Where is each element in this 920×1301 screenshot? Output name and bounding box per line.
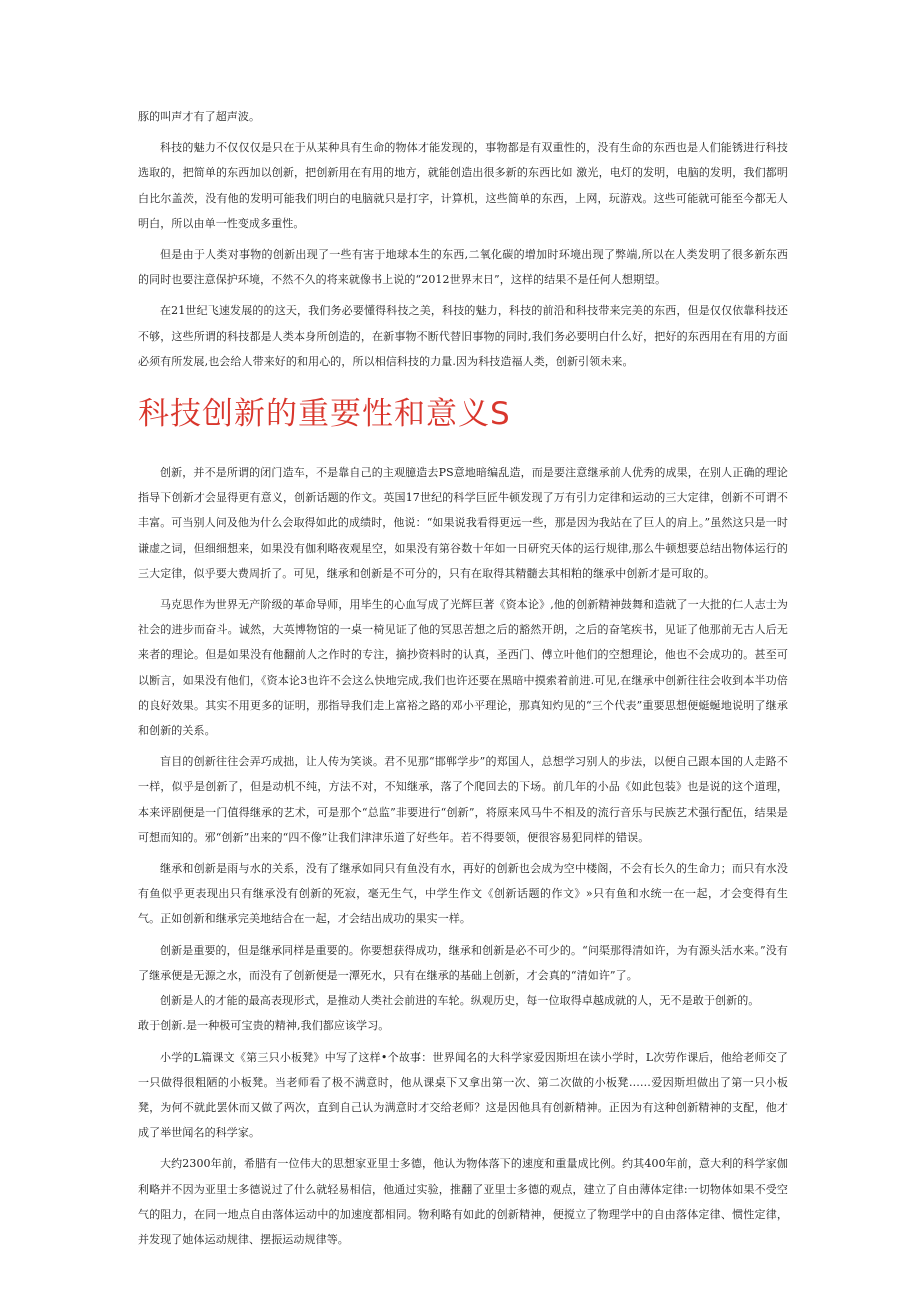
paragraph-blind-innovation: 盲目的创新往往会弄巧成拙，让人传为笑谈。君不见那“邯郸学步”的郑国人，总想学习别人的步法，以便自己跟本国的人走路不一样，似乎是创新了，但是动机不纯，方法不对，不知继承，落了个爬回去的下场。前几年的小品《如此包装》也是说的这个道理，本来评剧便是一门值得继承的艺术，可是那个“总监”非要进行“创新”，将原来风马牛不相及的流行音乐与民族艺术强行配伍，结果是可想而知的。邪“创新”出来的“四不像”让我们津津乐道了好些年。若不得要领，便很容易犯同样的错误。	[138, 755, 788, 844]
paragraph-innovation-newton: 创新，并不是所谓的闭门造车，不是靠自己的主观臆造去PS意地暗编乱造，而是要注意继承前人优秀的成果，在别人正确的理论指导下创新才会显得更有意义，创新话题的作文。英国17世纪的科学巨匠牛顿发现了万有引力定律和运动的三大定律，创新不可谓不丰富。可当别人问及他为什么会取得如此的成绩时，他说：“如果说我看得更远一些，那是因为我站在了巨人的肩上。”虽然这只是一时谦虚之词，但细细想来，如果没有伽利略夜观星空，如果没有第谷数十年如一日研究天体的运行规律,那么牛顿想要总结出物体运行的三大定律，似乎要大费周折了。可见，继承和创新是不可分的，只有在取得其精髓去其相粕的继承中创新才是可取的。	[138, 466, 788, 580]
paragraph-21st-century: 在21世纪飞速发展的的这天，我们务必要懂得科技之美，科技的魅力，科技的前沿和科技带来完美的东西，但是仅仅依靠科技还不够，这些所谓的科技都是人类本身所创造的，在新事物不断代替旧事物的同时,我们务必要明白什么好，把好的东西用在有用的方面必须有所发展,也会给人带来好的和用心的，所以相信科技的力量.因为科技造福人类，创新引领未来。	[138, 304, 788, 368]
paragraph-importance: 创新是重要的，但是继承同样是重要的。你要想获得成功，继承和创新是必不可少的。“问渠那得清如许，为有源头活水来。”没有了继承便是无源之水，而没有了创新便是一潭死水，只有在继承的基础上创新，才会真的“清如许”了。	[138, 943, 788, 982]
paragraph-marx: 马克思作为世界无产阶级的革命导师，用毕生的心血写成了光辉巨著《资本论》,他的创新精神鼓舞和造就了一大批的仁人志士为社会的进步而奋斗。诚然，大英博物馆的一桌一椅见证了他的冥思苦想之后的豁然开朗，之后的奋笔疾书，见证了他那前无古人后无来者的理论。但是如果没有他翻前人之作时的专注，摘抄资料时的认真，圣西门、傅立叶他们的空想理论，他也不会成功的。甚至可以断言，如果没有他们，《资本论3也许不会这么快地完成,我们也许还要在黑暗中摸索着前进.可见,在继承中创新往往会收到本半功倍的良好效果。其实不用更多的证明，那指导我们走上富裕之路的邓小平理论，那真知灼见的“三个代表”重要思想便蜓蜒地说明了继承和创新的关系。	[138, 598, 788, 738]
paragraph-fish-water: 继承和创新是雨与水的关系，没有了继承如同只有鱼没有水，再好的创新也会成为空中楼阁，不会有长久的生命力；而只有水没有鱼似乎更表现出只有继承没有创新的死寂，毫无生气，中学生作文《创新话题的作文》»只有鱼和水统一在一起，才会变得有生气。正如创新和继承完美地结合在一起，才会结出成功的果实一样。	[138, 862, 788, 926]
section-heading: 科技创新的重要性和意义S	[138, 396, 511, 433]
document-page	[138, 104, 788, 1258]
paragraph-intro-fragment: 豚的叫声才有了超声波。	[138, 110, 261, 123]
paragraph-dare-innovate: 敢于创新.是一种极可宝贵的精神,我们都应该学习。	[138, 1019, 390, 1033]
paragraph-highest-form: 创新是人的才能的最高表现形式，是推动人类社会前进的车轮。纵观历史，每一位取得卓越成就的人，无不是敢于创新的。	[160, 994, 760, 1008]
paragraph-einstein-stool: 小学的L篇课文《第三只小板凳》中写了这样•个故事：世界闻名的大科学家爱因斯坦在读小学时，L次劳作课后，他给老师交了一只做得很粗陋的小板凳。当老师看了极不满意时，他从课桌下又拿出第一次、第二次做的小板凳……爱因斯坦做出了第一只小板凳，为何不就此罢休而又做了两次，直到自己认为满意时才交给老师？这是因他具有创新精神。正因为有这种创新精神的支配，他才成了举世闻名的科学家。	[138, 1050, 788, 1140]
paragraph-galileo: 大约2300年前，希腊有一位伟大的思想家亚里士多德，他认为物体落下的速度和重量成比例。约其400年前，意大利的科学家伽利略并不因为亚里士多德说过了什么就轻易相信，他通过实验，推翻了亚里士多德的观点，建立了自由薄体定律:一切物体如果不受空气的阻力，在同一地点自由落体运动中的加速度都相同。物利略有如此的创新精神，便搅立了物理学中的自由落体定律、惯性定律，并发现了她体运动规律、摆振运动规律等。	[138, 1157, 788, 1246]
paragraph-environment: 但是由于人类对事物的创新出现了一些有害于地球本生的东西,二氧化碳的增加时环境出现了弊端,所以在人类发明了很多新东西的同时也要注意保护环境，不然不久的将来就像书上说的“2012世界末日”，这样的结果不是任何人想期望。	[138, 248, 788, 287]
paragraph-tech-charm: 科技的魅力不仅仅仅是只在于从某种具有生命的物体才能发现的，事物都是有双重性的，没有生命的东西也是人们能锈进行科技选取的，把简单的东西加以创新，把创新用在有用的地方，就能创造出很多新的东西比如 激光，电灯的发明，电脑的发明，我们都明白比尔盖茨，没有他的发明可能我们明白的电脑就只是打字，计算机，这些简单的东西，上网，玩游戏。这些可能就可能至今都无人明白，所以由单一性变成多重性。	[138, 141, 788, 230]
